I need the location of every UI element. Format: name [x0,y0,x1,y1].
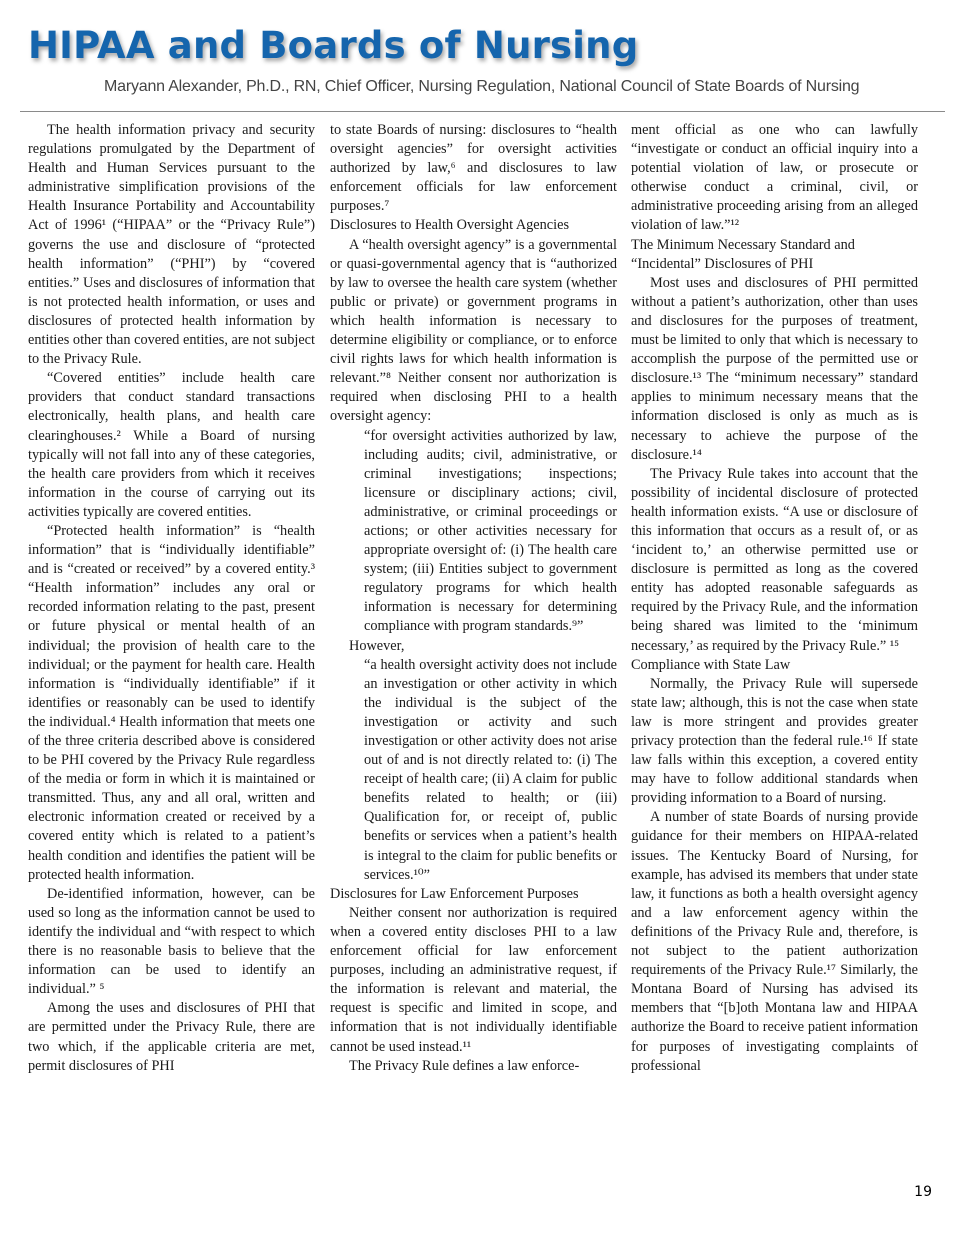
paragraph: Most uses and disclosures of PHI permitted without a patient’s authorization, other than uses and disclosures for the purposes of treatment, must be limited to only that which is necessary to accomplish the purpose of the permitted use or disclosure.¹³ The “minimum necessary” standard applies to minimum necessary means that the information disclosed is only as much as is necessary to achieve the purpose of the disclosure.¹⁴ [631,274,918,463]
section-heading: Disclosures for Law Enforcement Purposes [330,885,579,902]
paragraph: De-identified information, however, can be used so long as the information cannot be used to identify the individual and “with respect to which there is no reasonable basis to believe that the information can be used to identify an individual.” ⁵ [28,885,315,998]
paragraph: Among the uses and disclosures of PHI that are permitted under the Privacy Rule, there are two which, if the applicable criteria are met, permit disclosures of PHI [28,1000,315,1074]
paragraph: The health information privacy and security regulations promulgated by the Department of Health and Human Services pursuant to the administrative simplification provisions of the Health Insurance Portability and Accountability Act of 1996¹ (“HIPAA” or the “Privacy Rule”) governs the use and disclosure of “protected health information” (“PHI”) by “covered entities.” Uses and disclosures of information that is not protected health information, or uses and disclosures of protected health information by entities other than covered entities, are not subject to the Privacy Rule. [28,122,315,368]
section-heading: Disclosures to Health Oversight Agencies [330,217,570,234]
block-quote: “for oversight activities authorized by law, including audits; civil, administrative, or criminal investigations; inspections; licensure or disciplinary actions; civil, administrative, or criminal proceedings or actions; or other activities necessary for appropriate oversight of: (i) The health care system; (iii) Entities subject to government regulatory programs for which health information is necessary for determining compliance with program standards.⁹” [364,427,617,635]
section-heading: Compliance with State Law [631,656,791,673]
paragraph: Neither consent nor authorization is required when a covered entity discloses PHI to a law enforcement official for law enforcement purposes, including an administrative request, if the information is relevant and material, the request is specific and limited in scope, and information that is not individually identifiable cannot be used instead.¹¹ [330,904,617,1055]
author-byline: Maryann Alexander, Ph.D., RN, Chief Officer, Nursing Regulation, National Council of State Boards of Nursing [104,78,860,95]
article-title: HIPAA and Boards of Nursing [28,24,639,67]
paragraph: The Privacy Rule takes into account that the possibility of incidental disclosure of protected health information exists. “A use or disclosure of this information that occurs as a result of, or as ‘incident to,’ an otherwise permitted use or disclosure is permitted as long as the covered entity has adopted reasonable safeguards as required by the Privacy Rule, and the information being shared was limited to the ‘minimum necessary,’ as required by the Privacy Rule.” ¹⁵ [631,465,918,654]
paragraph: A “health oversight agency” is a governmental or quasi-governmental agency that is “authorized by law to oversee the health care system (whether public or private) or government programs in which health information is necessary to determine eligibility or compliance, or to enforce civil rights laws for which health information is relevant.”⁸ Neither consent nor authorization is required when disclosing PHI to a health oversight agency: [330,236,617,425]
paragraph: A number of state Boards of nursing provide guidance for their members on HIPAA-related issues. The Kentucky Board of Nursing, for example, has advised its members that under state law, it functions as both a health oversight agency and a law enforcement agency within the definitions of the Privacy Rule and, therefore, is not subject to the patient authorization requirements of the Privacy Rule.¹⁷ Similarly, the Montana Board of Nursing has advised its members that “[b]oth Montana law and HIPAA authorize the Board to receive patient information for purposes of investigating complaints of professional [631,809,918,1074]
paragraph: However, [349,637,405,654]
section-heading: The Minimum Necessary Standard and “Incidental” Disclosures of PHI [631,236,855,272]
block-quote: “a health oversight activity does not include an investigation or other activity in which the individual is the subject of the investigation or activity and such investigation or other activity does not arise out of and is not directly related to: (i) The receipt of health care; (ii) A claim for public benefits related to health; or (iii) Qualification for, or receipt of, public benefits or services when a patient’s health is integral to the claim for public benefits or services.¹⁰” [364,656,617,883]
page-number: 19 [914,1184,932,1200]
paragraph: Normally, the Privacy Rule will supersede state law; although, this is not the case when state law is more stringent and provides greater privacy protection than the federal rule.¹⁶ If state law falls within this exception, a covered entity may have to follow additional standards when providing information to a Board of nursing. [631,675,918,807]
column-2 [330,121,617,1176]
column-3 [631,121,918,1176]
paragraph: “Protected health information” is “health information” that is “individually identifiable” and is “created or received” by a covered entity.³ “Health information” includes any oral or recorded information relating to the past, present or future physical or mental health of an individual; the provision of health care to the individual; or the payment for health care. Health information is “individually identifiable” if it identifies or reasonably can be used to identify the individual.⁴ Health information that meets one of the three criteria described above is considered to be PHI covered by the Privacy Rule regardless of the media or form in which it is maintained or transmitted. Thus, any and all oral, written and electronic information created or received by a covered entity which is related to a patient’s health condition and identifies the patient will be protected health information. [28,522,315,883]
paragraph: The Privacy Rule defines a law enforce- [349,1057,580,1074]
header-divider [20,111,945,112]
paragraph: ment official as one who can lawfully “investigate or conduct an official inquiry into a potential violation of law, or prosecute or otherwise conduct a criminal, civil, or administrative proceeding arising from an alleged violation of law.”¹² [631,122,918,234]
paragraph: “Covered entities” include health care providers that conduct standard transactions electronically, health plans, and health care clearinghouses.² While a Board of nursing typically will not fall into any of these categories, the health care providers from which it receives information in the course of carrying out its activities typically are covered entities. [28,370,315,520]
column-1 [28,121,315,1176]
paragraph: to state Boards of nursing: disclosures to “health oversight agencies” for oversight activities authorized by law,⁶ and disclosures to law enforcement officials for law enforcement purposes.⁷ [330,122,617,215]
